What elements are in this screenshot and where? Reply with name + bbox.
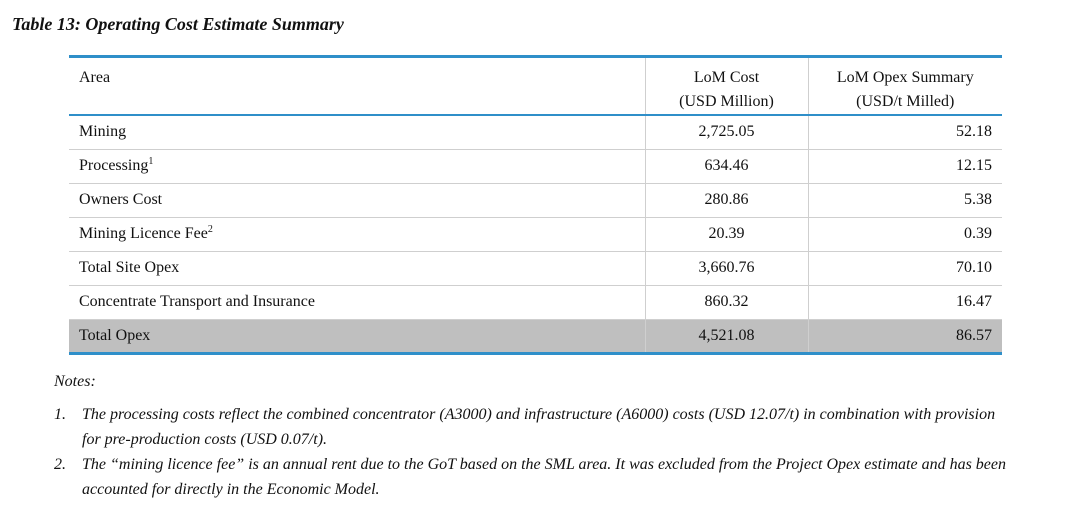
cell-area [69,149,645,183]
area-label: Owners Cost [79,191,163,208]
table-row-concentrate-transport [69,285,1002,319]
notes-list [54,402,1014,502]
table-caption: Table 13: Operating Cost Estimate Summary [12,14,344,34]
header-area [69,57,645,116]
cell-area [69,285,645,319]
header-lom-opex-summary [808,57,1002,116]
note-item [54,452,1014,502]
cell-area [69,251,645,285]
area-label: Mining Licence Fee [79,225,208,242]
notes-title: Notes: [54,373,96,390]
operating-cost-table [69,55,1002,355]
cell-opex-summary: 16.47 [808,285,1002,319]
cell-opex-summary: 52.18 [808,115,1002,149]
cell-lom-cost: 3,660.76 [645,251,808,285]
cell-opex-summary: 0.39 [808,217,1002,251]
cell-area [69,319,645,353]
cell-opex-summary: 5.38 [808,183,1002,217]
cell-lom-cost: 20.39 [645,217,808,251]
area-label: Processing [79,157,149,174]
note-number: 2. [54,456,66,473]
cell-opex-summary: 86.57 [808,319,1002,353]
area-label: Concentrate Transport and Insurance [79,293,315,310]
footnote-ref: 2 [207,224,213,235]
header-area-label: Area [79,69,111,86]
note-text: The processing costs reflect the combined concentrator (A3000) and infrastructure (A6000) costs (USD 12.07/t) in combination with provision for pre-production costs (USD 0.07/t). [82,406,996,448]
cell-opex-summary: 70.10 [808,251,1002,285]
table-header-row [69,57,1002,116]
note-item [54,402,1014,452]
cell-lom-cost: 4,521.08 [645,319,808,353]
cell-lom-cost: 2,725.05 [645,115,808,149]
table-row-mining [69,115,1002,149]
area-label: Total Opex [79,326,151,344]
table-row-mining-licence-fee [69,217,1002,251]
cell-lom-cost: 634.46 [645,149,808,183]
note-number: 1. [54,406,66,423]
area-label: Mining [79,123,127,141]
cell-lom-cost: 280.86 [645,183,808,217]
header-summary-line2: (USD/t Milled) [856,93,955,110]
cell-opex-summary: 12.15 [808,149,1002,183]
table-row-processing [69,149,1002,183]
cell-area [69,217,645,251]
area-label: Total Site Opex [79,259,180,276]
cell-area [69,115,645,149]
footnote-ref: 1 [148,156,154,167]
table-row-total-site-opex [69,251,1002,285]
header-lom-cost-line2: (USD Million) [679,93,774,110]
table-row-total-opex [69,319,1002,353]
header-lom-cost [645,57,808,116]
header-summary-line1: LoM Opex Summary [836,69,974,86]
cell-area [69,183,645,217]
cell-lom-cost: 860.32 [645,285,808,319]
header-lom-cost-line1: LoM Cost [693,69,760,86]
table-row-owners-cost [69,183,1002,217]
note-text: The “mining licence fee” is an annual rent due to the GoT based on the SML area. It was excluded from the Project Opex estimate and has been accounted for directly in the Economic Model. [82,456,1006,498]
